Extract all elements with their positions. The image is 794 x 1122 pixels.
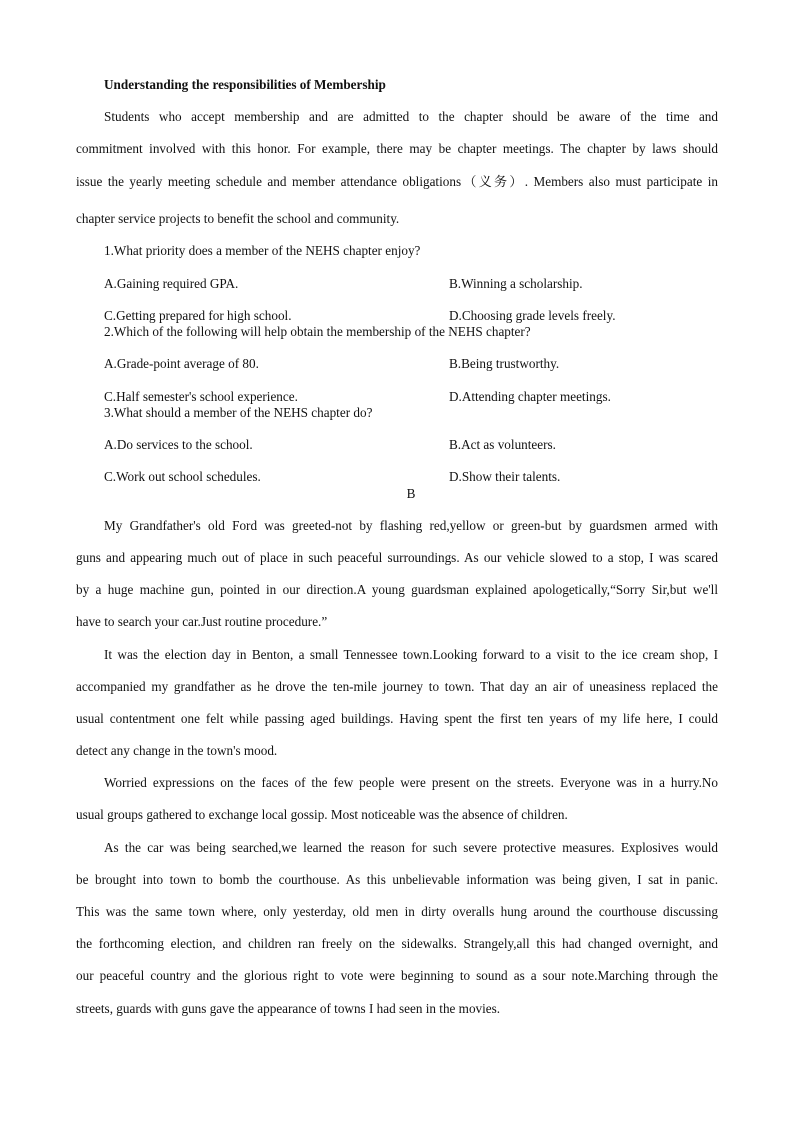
option-1d: D.Choosing grade levels freely. [449, 308, 616, 323]
paragraph-line: detect any change in the town's mood. [76, 743, 278, 758]
paragraph-line: As the car was being searched,we learned the reason for such severe protective measures. Explosives would [104, 840, 718, 855]
question-2: 2.Which of the following will help obtain the membership of the NEHS chapter? [104, 324, 531, 339]
paragraph-line: commitment involved with this honor. For example, there may be chapter meetings. The chapter by laws should [76, 141, 718, 156]
section-heading: Understanding the responsibilities of Membership [104, 77, 386, 92]
option-3d: D.Show their talents. [449, 469, 561, 484]
option-3a: A.Do services to the school. [104, 437, 253, 452]
paragraph-line: have to search your car.Just routine procedure.” [76, 614, 328, 629]
paragraph-line: streets, guards with guns gave the appearance of towns I had seen in the movies. [76, 1001, 501, 1016]
paragraph-line: My Grandfather's old Ford was greeted-not by flashing red,yellow or green-but by guardsmen armed with [104, 518, 718, 533]
question-1: 1.What priority does a member of the NEHS chapter enjoy? [104, 243, 421, 258]
paragraph-line: Worried expressions on the faces of the few people were present on the streets. Everyone was in a hurry.No [104, 775, 718, 790]
paragraph-line: guns and appearing much out of place in such peaceful surroundings. As our vehicle slowed to a stop, I was scared [76, 550, 718, 565]
paragraph-line: usual groups gathered to exchange local gossip. Most noticeable was the absence of children. [76, 807, 568, 822]
option-1c: C.Getting prepared for high school. [104, 308, 292, 323]
option-2c: C.Half semester's school experience. [104, 389, 298, 404]
option-3b: B.Act as volunteers. [449, 437, 556, 452]
section-label: B [406, 486, 416, 501]
option-2b: B.Being trustworthy. [449, 356, 560, 371]
paragraph-line: our peaceful country and the glorious right to vote were beginning to sound as a sour note.Marching through the [76, 968, 718, 983]
paragraph-line: chapter service projects to benefit the school and community. [76, 211, 400, 226]
paragraph-line: usual contentment one felt while passing aged buildings. Having spent the first ten years of my life here, I could [76, 711, 718, 726]
option-1b: B.Winning a scholarship. [449, 276, 583, 291]
option-3c: C.Work out school schedules. [104, 469, 261, 484]
paragraph-line: by a huge machine gun, pointed in our direction.A young guardsman explained apologetically,“Sorry Sir,but we'll [76, 582, 718, 597]
paragraph-line: Students who accept membership and are admitted to the chapter should be aware of the time and [104, 109, 718, 124]
paragraph-line: This was the same town where, only yesterday, old men in dirty overalls hung around the courthouse discussing [76, 904, 718, 919]
paragraph-line: issue the yearly meeting schedule and member attendance obligations（义务）. Members also must participate in [76, 174, 718, 189]
option-1a: A.Gaining required GPA. [104, 276, 239, 291]
paragraph-line: accompanied my grandfather as he drove the ten-mile journey to town. That day an air of uneasiness replaced the [76, 679, 718, 694]
option-2d: D.Attending chapter meetings. [449, 389, 611, 404]
question-3: 3.What should a member of the NEHS chapter do? [104, 405, 373, 420]
paragraph-line: It was the election day in Benton, a small Tennessee town.Looking forward to a visit to the ice cream shop, I [104, 647, 718, 662]
paragraph-line: the forthcoming election, and children ran freely on the sidewalks. Strangely,all this had changed overnight, and [76, 936, 718, 951]
paragraph-line: be brought into town to bomb the courthouse. As this unbelievable information was being given, I sat in panic. [76, 872, 718, 887]
option-2a: A.Grade-point average of 80. [104, 356, 259, 371]
